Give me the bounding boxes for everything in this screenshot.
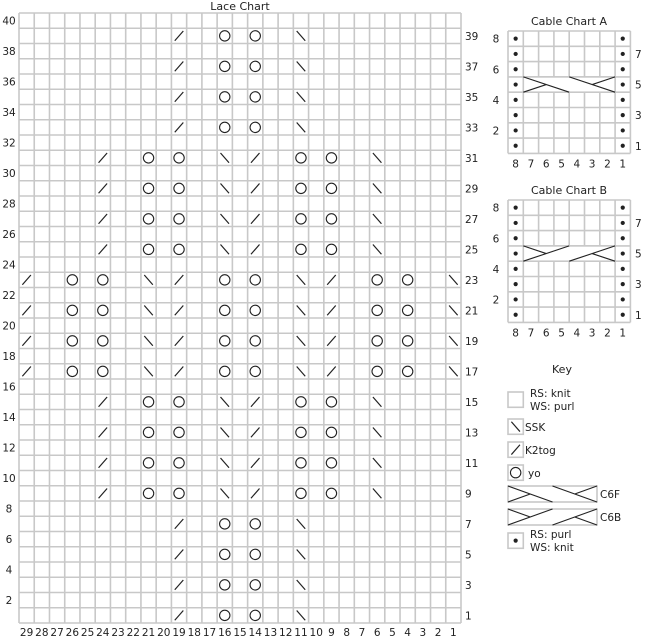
column-label: 16 bbox=[218, 627, 232, 639]
key-label: WS: purl bbox=[530, 401, 575, 413]
row-label-right: 15 bbox=[465, 396, 479, 409]
key-item-yo bbox=[508, 465, 541, 480]
row-label-left: 34 bbox=[2, 107, 16, 120]
row-label-left: 4 bbox=[492, 263, 500, 276]
purl-dot-icon bbox=[514, 98, 518, 102]
column-label: 12 bbox=[279, 627, 293, 639]
column-label: 3 bbox=[419, 627, 427, 639]
key-label: K2tog bbox=[525, 445, 556, 457]
purl-dot-icon bbox=[621, 221, 625, 225]
row-label-left: 8 bbox=[492, 33, 500, 46]
c6f-cable-box bbox=[523, 77, 615, 92]
purl-dot-icon bbox=[514, 67, 518, 71]
key-item-knit bbox=[508, 388, 574, 413]
purl-dot-icon bbox=[514, 313, 518, 317]
purl-dot-icon bbox=[514, 267, 518, 271]
purl-dot-icon bbox=[621, 206, 625, 210]
key-item-purl bbox=[508, 529, 574, 554]
cable-chart-a-title: Cable Chart A bbox=[531, 15, 607, 28]
row-label-right: 5 bbox=[635, 248, 642, 261]
lace-chart-title: Lace Chart bbox=[210, 0, 270, 13]
purl-dot-icon bbox=[514, 82, 518, 86]
purl-dot-icon bbox=[514, 128, 518, 132]
row-label-left: 12 bbox=[2, 442, 16, 455]
column-label: 4 bbox=[404, 627, 411, 639]
key-item-ssk bbox=[508, 419, 546, 434]
purl-dot-icon bbox=[514, 113, 518, 117]
column-label: 1 bbox=[619, 327, 627, 340]
column-label: 26 bbox=[65, 627, 80, 639]
column-label: 8 bbox=[512, 158, 519, 171]
row-label-left: 16 bbox=[2, 381, 16, 394]
purl-dot-icon bbox=[514, 52, 518, 56]
purl-dot-icon bbox=[514, 236, 518, 240]
column-label: 1 bbox=[450, 627, 457, 639]
column-label: 2 bbox=[604, 327, 611, 340]
row-label-right: 9 bbox=[465, 488, 472, 501]
lace-chart bbox=[2, 0, 478, 639]
row-label-right: 11 bbox=[465, 457, 479, 470]
purl-dot-icon bbox=[621, 297, 625, 301]
column-label: 8 bbox=[512, 327, 519, 340]
row-label-right: 1 bbox=[465, 610, 472, 623]
column-label: 17 bbox=[202, 627, 217, 639]
row-label-left: 14 bbox=[2, 412, 16, 425]
key-item-c6b bbox=[508, 509, 621, 525]
key-label: WS: knit bbox=[530, 542, 574, 554]
row-label-left: 18 bbox=[2, 351, 16, 364]
key-items bbox=[508, 388, 621, 554]
row-label-left: 22 bbox=[2, 290, 16, 303]
purl-dot-icon bbox=[621, 144, 625, 148]
row-label-right: 27 bbox=[465, 213, 479, 226]
column-label: 14 bbox=[248, 627, 262, 639]
purl-dot-icon bbox=[514, 282, 518, 286]
column-label: 8 bbox=[343, 627, 351, 639]
purl-dot-icon bbox=[514, 539, 518, 543]
column-label: 6 bbox=[542, 158, 550, 171]
column-label: 24 bbox=[96, 627, 110, 639]
row-label-right: 3 bbox=[465, 579, 472, 592]
column-label: 29 bbox=[19, 627, 34, 639]
purl-dot-icon bbox=[514, 297, 518, 301]
purl-dot-icon bbox=[621, 67, 625, 71]
column-label: 23 bbox=[111, 627, 125, 639]
key-item-k2tog bbox=[508, 442, 556, 457]
row-label-right: 7 bbox=[635, 48, 642, 61]
row-label-right: 25 bbox=[465, 244, 479, 257]
cable-chart-a bbox=[493, 15, 642, 170]
row-label-left: 8 bbox=[5, 503, 13, 516]
purl-dot-icon bbox=[514, 221, 518, 225]
row-label-right: 5 bbox=[635, 79, 642, 92]
row-label-right: 21 bbox=[465, 305, 479, 318]
key-label: RS: knit bbox=[530, 388, 571, 400]
row-label-left: 10 bbox=[2, 473, 16, 486]
purl-dot-icon bbox=[514, 206, 518, 210]
purl-dot-icon bbox=[621, 82, 625, 86]
column-label: 2 bbox=[434, 627, 442, 639]
key-swatch bbox=[508, 392, 523, 407]
row-label-left: 20 bbox=[2, 320, 16, 333]
row-label-right: 37 bbox=[465, 61, 479, 74]
row-label-left: 40 bbox=[2, 15, 16, 28]
column-label: 6 bbox=[373, 627, 381, 639]
c6b-cable-box bbox=[508, 509, 597, 525]
column-label: 22 bbox=[126, 627, 140, 639]
key-label: C6F bbox=[600, 489, 621, 501]
row-label-left: 30 bbox=[2, 168, 16, 181]
column-label: 18 bbox=[187, 627, 201, 639]
purl-dot-icon bbox=[621, 52, 625, 56]
row-label-right: 7 bbox=[635, 217, 642, 230]
column-label: 3 bbox=[588, 158, 596, 171]
column-label: 27 bbox=[50, 627, 64, 639]
key-label: yo bbox=[528, 468, 541, 480]
row-label-right: 39 bbox=[465, 30, 479, 43]
cable-chart-b-grid bbox=[493, 200, 642, 339]
row-label-left: 6 bbox=[492, 233, 500, 246]
column-label: 19 bbox=[172, 627, 186, 639]
row-label-right: 7 bbox=[465, 518, 472, 531]
column-label: 7 bbox=[358, 627, 366, 639]
row-label-right: 35 bbox=[465, 91, 479, 104]
key-label: RS: purl bbox=[530, 529, 572, 541]
row-label-right: 1 bbox=[635, 140, 642, 153]
key-label: C6B bbox=[600, 512, 622, 524]
column-label: 13 bbox=[263, 627, 278, 639]
row-label-right: 3 bbox=[635, 110, 642, 123]
column-label: 5 bbox=[558, 158, 565, 171]
row-label-right: 1 bbox=[635, 309, 642, 322]
row-label-left: 38 bbox=[2, 46, 16, 59]
row-label-left: 8 bbox=[492, 202, 500, 215]
column-label: 21 bbox=[141, 627, 156, 639]
row-label-left: 28 bbox=[2, 198, 16, 211]
row-label-left: 2 bbox=[492, 125, 500, 138]
row-label-left: 32 bbox=[2, 137, 16, 150]
purl-dot-icon bbox=[621, 37, 625, 41]
column-label: 15 bbox=[233, 627, 247, 639]
column-label: 7 bbox=[527, 158, 535, 171]
purl-dot-icon bbox=[621, 98, 625, 102]
key-label: SSK bbox=[525, 422, 546, 434]
column-label: 28 bbox=[35, 627, 49, 639]
purl-dot-icon bbox=[621, 282, 625, 286]
row-label-left: 6 bbox=[492, 64, 500, 77]
row-label-left: 36 bbox=[2, 76, 16, 89]
row-label-left: 2 bbox=[492, 294, 500, 307]
column-label: 25 bbox=[80, 627, 95, 639]
purl-dot-icon bbox=[621, 313, 625, 317]
column-label: 20 bbox=[157, 627, 171, 639]
lace-chart-grid bbox=[19, 13, 461, 623]
row-label-right: 31 bbox=[465, 152, 479, 165]
row-label-left: 4 bbox=[5, 564, 13, 577]
purl-dot-icon bbox=[514, 37, 518, 41]
c6b-cable-box bbox=[523, 246, 615, 261]
column-label: 4 bbox=[573, 158, 581, 171]
purl-dot-icon bbox=[621, 113, 625, 117]
purl-dot-icon bbox=[621, 267, 625, 271]
c6f-cable-box bbox=[508, 486, 597, 502]
column-label: 4 bbox=[573, 327, 581, 340]
column-label: 7 bbox=[527, 327, 535, 340]
row-label-right: 3 bbox=[635, 279, 642, 292]
row-label-right: 29 bbox=[465, 183, 479, 196]
purl-dot-icon bbox=[514, 251, 518, 255]
row-label-right: 19 bbox=[465, 335, 479, 348]
row-label-right: 13 bbox=[465, 427, 479, 440]
cable-chart-a-grid bbox=[493, 31, 642, 170]
row-label-right: 17 bbox=[465, 366, 479, 379]
column-label: 1 bbox=[619, 158, 627, 171]
column-label: 11 bbox=[294, 627, 308, 639]
row-label-left: 4 bbox=[492, 94, 500, 107]
key-item-c6f bbox=[508, 486, 620, 502]
key-title: Key bbox=[552, 363, 572, 376]
purl-dot-icon bbox=[514, 144, 518, 148]
purl-dot-icon bbox=[621, 251, 625, 255]
column-label: 10 bbox=[309, 627, 323, 639]
column-label: 3 bbox=[588, 327, 596, 340]
purl-dot-icon bbox=[621, 236, 625, 240]
row-label-left: 26 bbox=[2, 229, 16, 242]
row-label-right: 33 bbox=[465, 122, 479, 135]
row-label-left: 24 bbox=[2, 259, 16, 272]
column-label: 6 bbox=[542, 327, 550, 340]
row-label-right: 23 bbox=[465, 274, 479, 287]
column-label: 9 bbox=[328, 627, 335, 639]
purl-dot-icon bbox=[621, 128, 625, 132]
cable-chart-b bbox=[493, 184, 642, 339]
cable-chart-b-title: Cable Chart B bbox=[531, 184, 607, 197]
row-label-right: 5 bbox=[465, 549, 472, 562]
row-label-left: 6 bbox=[5, 534, 13, 547]
row-label-left: 2 bbox=[5, 595, 13, 608]
key-legend bbox=[508, 363, 621, 554]
column-label: 2 bbox=[604, 158, 611, 171]
column-label: 5 bbox=[558, 327, 565, 340]
column-label: 5 bbox=[389, 627, 396, 639]
